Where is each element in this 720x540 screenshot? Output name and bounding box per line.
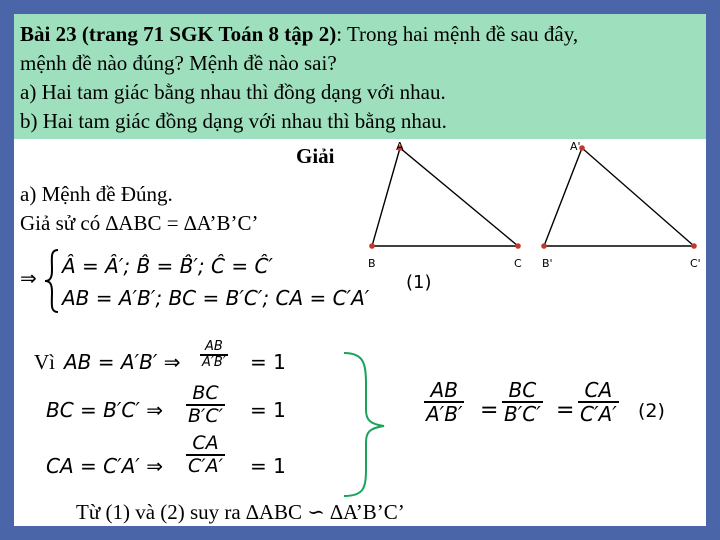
triangles-figure	[354, 136, 706, 268]
ratio-ca-left-num: CA	[186, 434, 225, 456]
assumption: Giả sử có ∆ABC = ∆A’B’C’	[20, 211, 259, 235]
point-b	[369, 243, 375, 249]
problem-title-rest: : Trong hai mệnh đề sau đây,	[336, 22, 579, 46]
ratio-bc-left-num: BC	[186, 384, 225, 406]
right-brace	[340, 350, 390, 500]
relation-ab: AB = A′B′ ⇒	[64, 350, 181, 374]
label-b: B	[368, 257, 376, 270]
ratio-bc-left	[186, 384, 225, 428]
point-c-prime	[691, 243, 697, 249]
point-b-prime	[541, 243, 547, 249]
triangle-abc	[372, 148, 518, 246]
conclusion: Từ (1) và (2) suy ra ∆ABC ∽ ∆A’B’C’	[76, 500, 405, 524]
equation-2-label: (2)	[638, 400, 665, 422]
triangle-a-prime-b-prime-c-prime	[544, 148, 694, 246]
label-a-prime: A'	[570, 140, 581, 153]
problem-item-b: b) Hai tam giác đồng dạng với nhau thì bằng nhau.	[20, 109, 447, 133]
equals-sign-1: =	[480, 398, 499, 423]
sides-equal-line: AB = A′B′; BC = B′C′; CA = C′A′	[62, 286, 370, 310]
relation-ca: CA = C′A′ ⇒	[46, 454, 163, 478]
ratio-ca-den: C′A′	[580, 402, 617, 426]
label-c: C	[514, 257, 522, 270]
ratio-ab-num: AB	[424, 380, 464, 403]
ratio-bc-den: B′C′	[504, 402, 541, 426]
ratio-ca-left-den: C′A′	[188, 454, 223, 477]
since-word: Vì	[34, 350, 55, 374]
label-b-prime: B'	[542, 257, 553, 270]
ratio-ab	[424, 380, 464, 426]
relation-ca-result: = 1	[250, 454, 286, 478]
equation-1-label: (1)	[406, 272, 432, 293]
label-a: A	[396, 140, 404, 153]
problem-header	[14, 14, 706, 139]
angles-equal-line: Â = Â′; B̂ = B̂′; Ĉ = Ĉ′	[62, 254, 273, 278]
equals-sign-2: =	[556, 398, 575, 423]
problem-title	[20, 22, 578, 47]
ratio-ab-small-den: A′B′	[202, 354, 226, 370]
ratio-ab-small-num: AB	[200, 340, 228, 356]
left-brace	[42, 248, 62, 314]
ratio-ca	[578, 380, 619, 426]
solution-heading: Giải	[296, 144, 335, 168]
point-c	[515, 243, 521, 249]
ratio-ab-small	[200, 340, 228, 371]
problem-title-bold: Bài 23 (trang 71 SGK Toán 8 tập 2)	[20, 22, 337, 46]
problem-question: mệnh đề nào đúng? Mệnh đề nào sai?	[20, 51, 337, 75]
ratio-bc	[502, 380, 543, 426]
relation-bc: BC = B′C′ ⇒	[46, 398, 164, 422]
ratio-ab-den: A′B′	[426, 402, 463, 426]
ratio-bc-left-den: B′C′	[188, 404, 223, 427]
relation-ab-result: = 1	[250, 350, 286, 374]
slide	[14, 14, 706, 526]
label-c-prime: C'	[690, 257, 701, 270]
implies-symbol: ⇒	[20, 266, 37, 290]
ratio-ca-left	[186, 434, 225, 478]
problem-item-a: a) Hai tam giác bằng nhau thì đồng dạng với nhau.	[20, 80, 446, 104]
ratio-ca-num: CA	[578, 380, 619, 403]
part-a-answer: a) Mệnh đề Đúng.	[20, 182, 173, 206]
relation-bc-result: = 1	[250, 398, 286, 422]
ratio-bc-num: BC	[502, 380, 543, 403]
